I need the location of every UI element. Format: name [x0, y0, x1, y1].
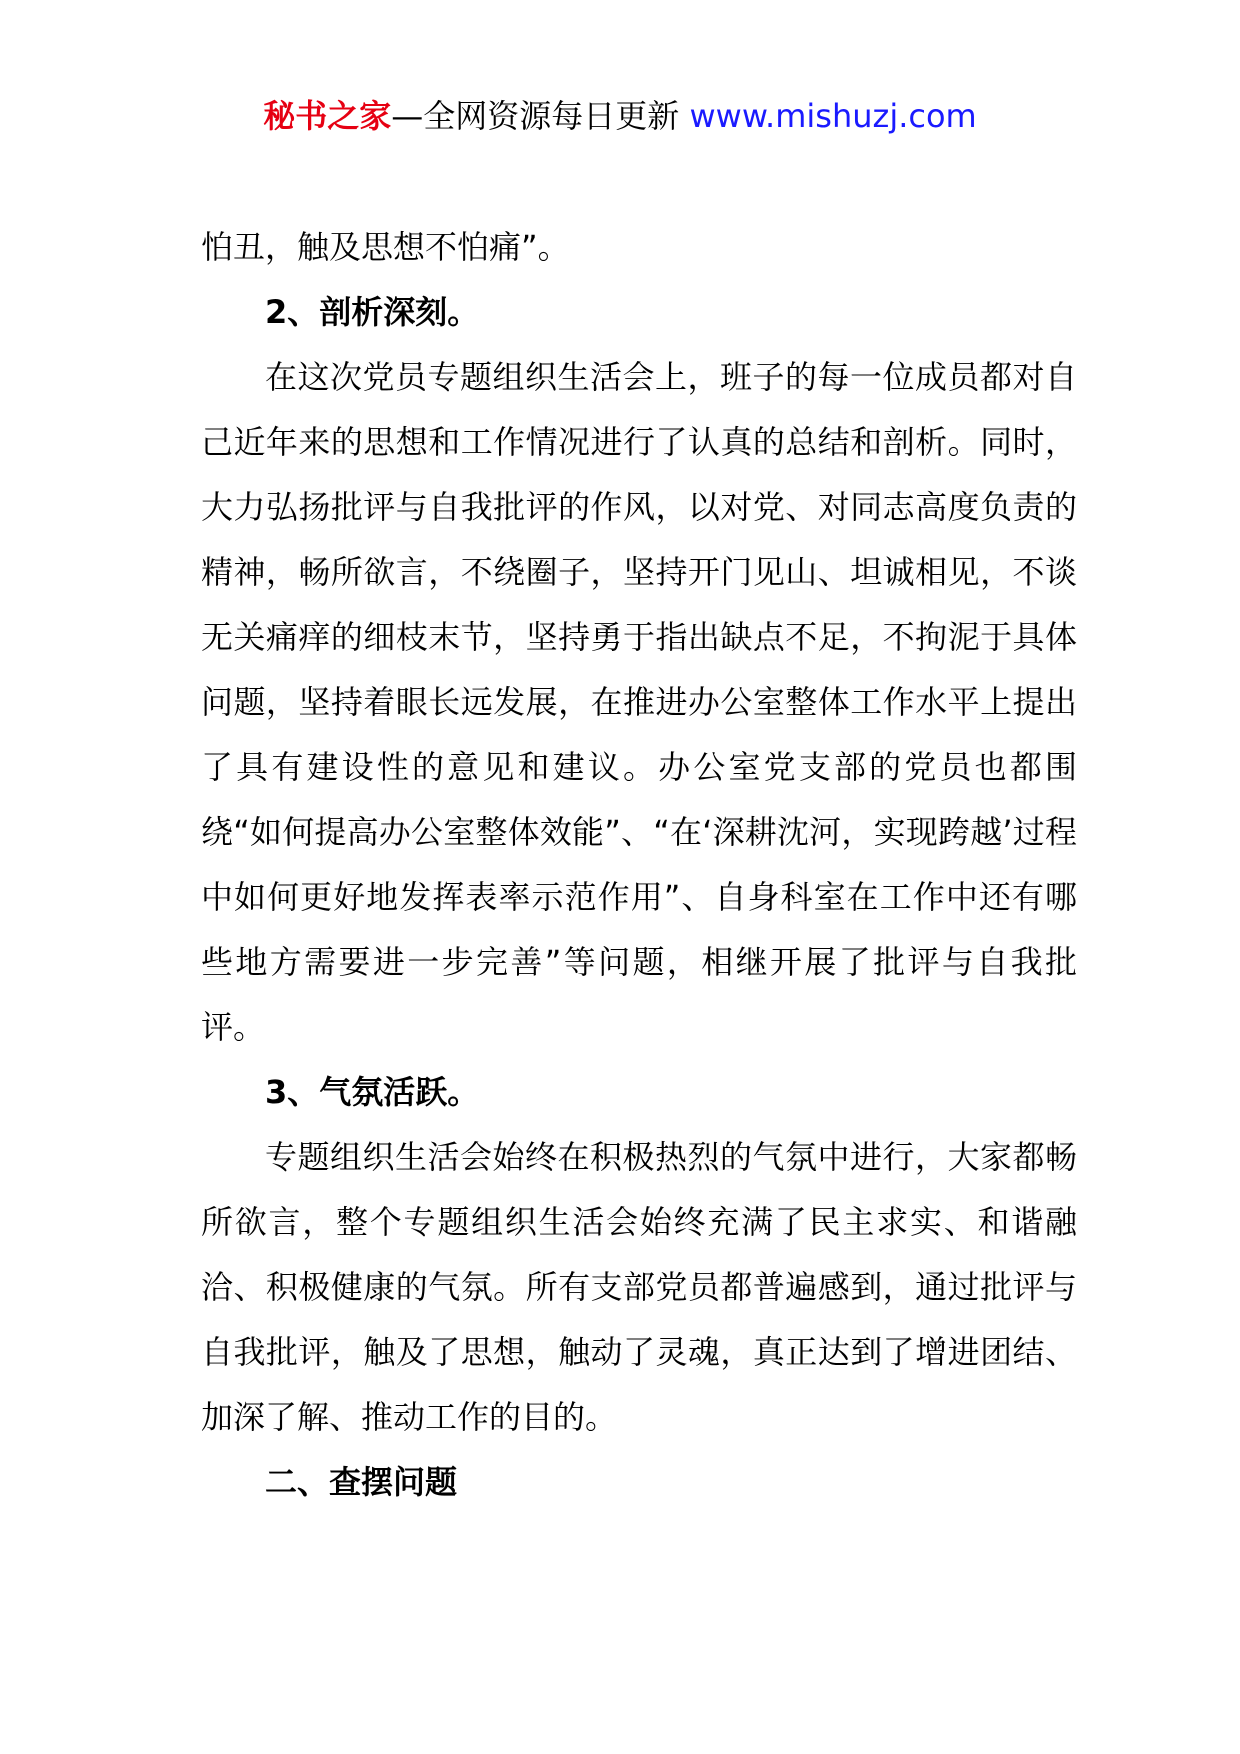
- header-tagline: —全网资源每日更新: [391, 97, 690, 135]
- section-heading-2: 二、查摆问题: [265, 1463, 458, 1501]
- subheading-2: 2、剖析深刻。: [265, 293, 480, 331]
- brand-name: 秘书之家: [263, 97, 392, 135]
- paragraph-analysis: 在这次党员专题组织生活会上，班子的每一位成员都对自己近年来的思想和工作情况进行了认真的总结和剖析。同时，大力弘扬批评与自我批评的作风，以对党、对同志高度负责的精神，畅所欲言，不绕圈子，坚持开门见山、坦诚相见，不谈无关痛痒的细枝末节，坚持勇于指出缺点不足，不拘泥于具体问题，坚持着眼长远发展，在推进办公室整体工作水平上提出了具有建设性的意见和建议。办公室党支部的党员也都围绕“如何提高办公室整体效能”、“在‘深耕沈河，实现跨越’过程中如何更好地发挥表率示范作用”、自身科室在工作中还有哪些地方需要进一步完善”等问题，相继开展了批评与自我批评。: [201, 358, 1077, 1046]
- paragraph-continuation: 怕丑，触及思想不怕痛”。: [201, 228, 570, 266]
- paragraph-atmosphere: 专题组织生活会始终在积极热烈的气氛中进行，大家都畅所欲言，整个专题组织生活会始终充满了民主求实、和谐融洽、积极健康的气氛。所有支部党员都普遍感到，通过批评与自我批评，触及了思想，触动了灵魂，真正达到了增进团结、加深了解、推动工作的目的。: [201, 1138, 1077, 1436]
- document-body: [201, 215, 1077, 1515]
- subheading-3: 3、气氛活跃。: [265, 1073, 480, 1111]
- website-link[interactable]: www.mishuzj.com: [689, 97, 977, 135]
- page-header: [0, 92, 1240, 140]
